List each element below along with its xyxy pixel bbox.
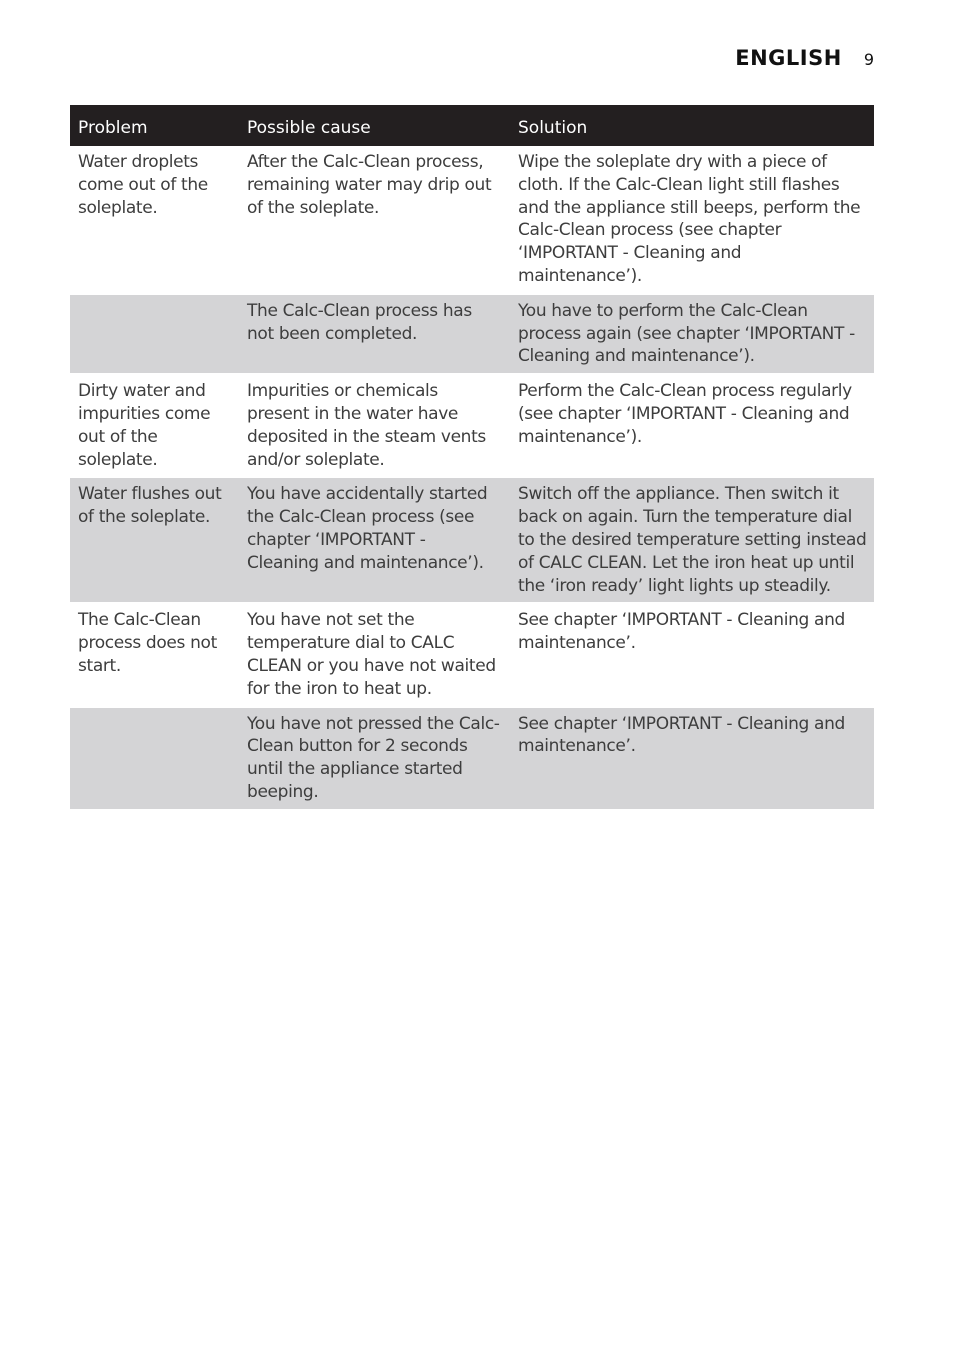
cell-solution: Switch off the appliance. Then switch it back on again. Turn the temperature dial to the desired temperature setting instead of CALC CLEAN. Let the iron heat up until the ‘iron ready’ light lights up steadily. [510,477,874,603]
cell-problem: The Calc-Clean process does not start. [78,610,217,676]
language-label: ENGLISH [735,46,842,70]
cell-solution: Perform the Calc-Clean process regularly (see chapter ‘IMPORTANT - Cleaning and maintenance’). [518,381,852,447]
cell-cause: You have not pressed the Calc-Clean button for 2 seconds until the appliance started beeping. [239,707,510,810]
cell-cause: After the Calc-Clean process, remaining water may drip out of the soleplate. [247,152,492,218]
table-row [70,707,874,810]
cell-problem: Water droplets come out of the soleplate. [78,152,208,218]
troubleshooting-table-container [70,105,874,811]
table-row [70,146,874,294]
column-header-solution: Solution [510,105,874,146]
page-number: 9 [863,50,874,69]
table-row [70,603,874,706]
cell-solution: You have to perform the Calc-Clean process again (see chapter ‘IMPORTANT - Cleaning and maintenance’). [510,294,874,374]
table-row [70,294,874,374]
cell-cause: The Calc-Clean process has not been completed. [239,294,510,374]
table-row [70,477,874,603]
column-header-possible-cause: Possible cause [239,105,510,146]
cell-cause: You have not set the temperature dial to CALC CLEAN or you have not waited for the iron to heat up. [247,610,496,699]
cell-cause: You have accidentally started the Calc-Clean process (see chapter ‘IMPORTANT - Cleaning and maintenance’). [239,477,510,603]
cell-solution: See chapter ‘IMPORTANT - Cleaning and maintenance’. [510,707,874,810]
page-header [735,46,874,70]
cell-cause: Impurities or chemicals present in the water have deposited in the steam vents and/or soleplate. [247,381,486,470]
cell-solution: Wipe the soleplate dry with a piece of cloth. If the Calc-Clean light still flashes and the appliance still beeps, perform the Calc-Clean process (see chapter ‘IMPORTANT - Cleaning and maintenance’). [518,152,861,286]
table-row [70,374,874,477]
cell-problem: Dirty water and impurities come out of the soleplate. [78,381,211,470]
column-header-problem: Problem [70,105,239,146]
troubleshooting-table [70,105,874,811]
cell-problem [70,294,239,374]
cell-problem [70,707,239,810]
cell-solution: See chapter ‘IMPORTANT - Cleaning and maintenance’. [518,610,845,654]
table-header-row [70,105,874,146]
cell-problem: Water flushes out of the soleplate. [70,477,239,603]
